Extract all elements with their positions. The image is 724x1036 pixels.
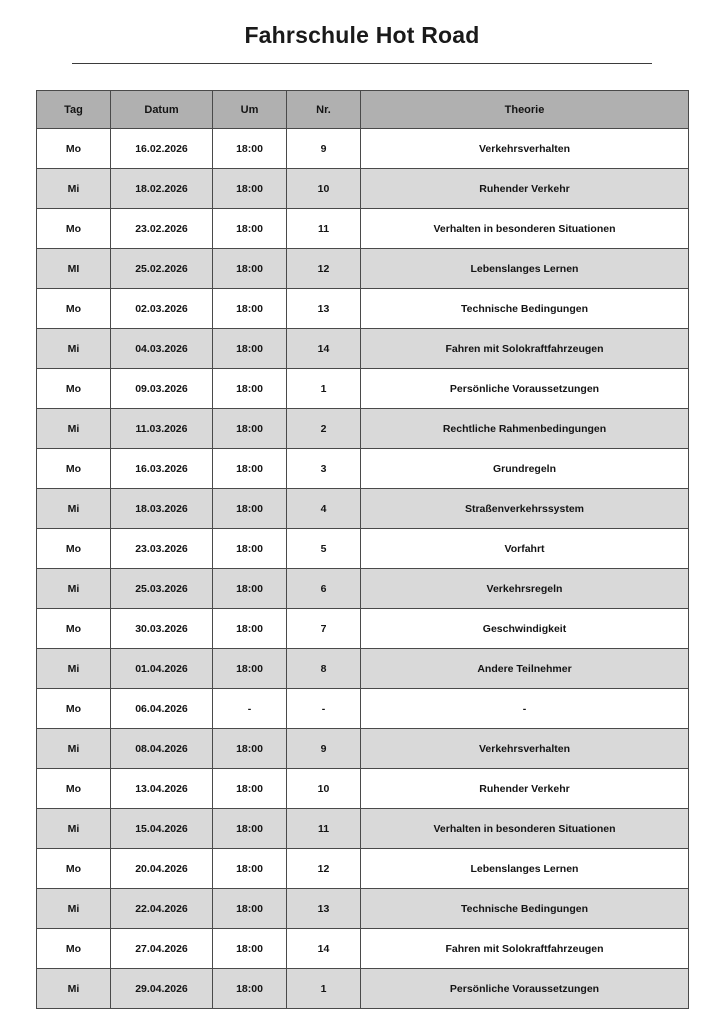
cell-theorie: Rechtliche Rahmenbedingungen bbox=[361, 409, 689, 449]
cell-um: 18:00 bbox=[213, 369, 287, 409]
table-header-row bbox=[37, 91, 689, 129]
table-row bbox=[37, 489, 689, 529]
table-row bbox=[37, 689, 689, 729]
cell-datum: 25.03.2026 bbox=[111, 569, 213, 609]
cell-um: 18:00 bbox=[213, 329, 287, 369]
table-row bbox=[37, 609, 689, 649]
cell-nr: - bbox=[287, 689, 361, 729]
cell-tag: Mo bbox=[37, 849, 111, 889]
cell-um: 18:00 bbox=[213, 209, 287, 249]
cell-um: 18:00 bbox=[213, 129, 287, 169]
cell-datum: 06.04.2026 bbox=[111, 689, 213, 729]
cell-datum: 15.04.2026 bbox=[111, 809, 213, 849]
cell-tag: Mo bbox=[37, 609, 111, 649]
cell-theorie: Verhalten in besonderen Situationen bbox=[361, 809, 689, 849]
cell-nr: 6 bbox=[287, 569, 361, 609]
table-row bbox=[37, 649, 689, 689]
cell-nr: 10 bbox=[287, 169, 361, 209]
cell-tag: Mo bbox=[37, 289, 111, 329]
cell-tag: Mi bbox=[37, 329, 111, 369]
page-title: Fahrschule Hot Road bbox=[244, 22, 480, 48]
cell-datum: 18.02.2026 bbox=[111, 169, 213, 209]
cell-nr: 12 bbox=[287, 249, 361, 289]
cell-theorie: Verkehrsregeln bbox=[361, 569, 689, 609]
cell-tag: Mi bbox=[37, 169, 111, 209]
cell-tag: Mi bbox=[37, 889, 111, 929]
cell-um: 18:00 bbox=[213, 729, 287, 769]
cell-theorie: Ruhender Verkehr bbox=[361, 169, 689, 209]
cell-theorie: Verhalten in besonderen Situationen bbox=[361, 209, 689, 249]
table-row bbox=[37, 729, 689, 769]
cell-um: 18:00 bbox=[213, 649, 287, 689]
cell-nr: 3 bbox=[287, 449, 361, 489]
cell-um: 18:00 bbox=[213, 769, 287, 809]
cell-theorie: Fahren mit Solokraftfahrzeugen bbox=[361, 929, 689, 969]
table-row bbox=[37, 769, 689, 809]
cell-um: 18:00 bbox=[213, 409, 287, 449]
table-row bbox=[37, 329, 689, 369]
cell-nr: 2 bbox=[287, 409, 361, 449]
table-row bbox=[37, 209, 689, 249]
column-header-tag: Tag bbox=[37, 91, 111, 129]
title-divider bbox=[72, 63, 652, 64]
cell-tag: Mo bbox=[37, 529, 111, 569]
document-page bbox=[0, 12, 724, 1036]
cell-datum: 11.03.2026 bbox=[111, 409, 213, 449]
cell-tag: Mo bbox=[37, 449, 111, 489]
table-row bbox=[37, 809, 689, 849]
theory-schedule-table bbox=[36, 90, 689, 1009]
cell-um: 18:00 bbox=[213, 449, 287, 489]
cell-theorie: Ruhender Verkehr bbox=[361, 769, 689, 809]
cell-theorie: Straßenverkehrssystem bbox=[361, 489, 689, 529]
cell-theorie: Persönliche Voraussetzungen bbox=[361, 969, 689, 1009]
table-row bbox=[37, 849, 689, 889]
cell-theorie: Fahren mit Solokraftfahrzeugen bbox=[361, 329, 689, 369]
table-row bbox=[37, 569, 689, 609]
cell-nr: 14 bbox=[287, 929, 361, 969]
cell-tag: Mo bbox=[37, 769, 111, 809]
cell-tag: Mi bbox=[37, 729, 111, 769]
cell-datum: 08.04.2026 bbox=[111, 729, 213, 769]
cell-tag: Mo bbox=[37, 689, 111, 729]
cell-um: 18:00 bbox=[213, 809, 287, 849]
cell-tag: Mi bbox=[37, 409, 111, 449]
cell-datum: 23.03.2026 bbox=[111, 529, 213, 569]
cell-nr: 1 bbox=[287, 369, 361, 409]
table-row bbox=[37, 449, 689, 489]
cell-um: 18:00 bbox=[213, 929, 287, 969]
cell-um: 18:00 bbox=[213, 849, 287, 889]
cell-nr: 14 bbox=[287, 329, 361, 369]
table-row bbox=[37, 289, 689, 329]
cell-tag: Mo bbox=[37, 209, 111, 249]
cell-theorie: Technische Bedingungen bbox=[361, 889, 689, 929]
cell-datum: 01.04.2026 bbox=[111, 649, 213, 689]
cell-theorie: Lebenslanges Lernen bbox=[361, 849, 689, 889]
table-row bbox=[37, 889, 689, 929]
cell-datum: 13.04.2026 bbox=[111, 769, 213, 809]
cell-datum: 22.04.2026 bbox=[111, 889, 213, 929]
cell-datum: 04.03.2026 bbox=[111, 329, 213, 369]
table-row bbox=[37, 529, 689, 569]
column-header-theorie: Theorie bbox=[361, 91, 689, 129]
cell-um: 18:00 bbox=[213, 169, 287, 209]
cell-um: 18:00 bbox=[213, 569, 287, 609]
cell-tag: Mo bbox=[37, 129, 111, 169]
cell-um: 18:00 bbox=[213, 969, 287, 1009]
cell-datum: 09.03.2026 bbox=[111, 369, 213, 409]
cell-nr: 11 bbox=[287, 809, 361, 849]
cell-theorie: Verkehrsverhalten bbox=[361, 729, 689, 769]
column-header-nr: Nr. bbox=[287, 91, 361, 129]
cell-nr: 4 bbox=[287, 489, 361, 529]
cell-tag: Mo bbox=[37, 369, 111, 409]
cell-nr: 11 bbox=[287, 209, 361, 249]
table-header bbox=[37, 91, 689, 129]
table-body bbox=[37, 129, 689, 1009]
cell-theorie: Lebenslanges Lernen bbox=[361, 249, 689, 289]
cell-nr: 9 bbox=[287, 129, 361, 169]
cell-datum: 16.03.2026 bbox=[111, 449, 213, 489]
cell-tag: Mi bbox=[37, 489, 111, 529]
cell-nr: 13 bbox=[287, 289, 361, 329]
cell-datum: 25.02.2026 bbox=[111, 249, 213, 289]
table-row bbox=[37, 969, 689, 1009]
cell-um: 18:00 bbox=[213, 249, 287, 289]
cell-datum: 30.03.2026 bbox=[111, 609, 213, 649]
column-header-datum: Datum bbox=[111, 91, 213, 129]
cell-theorie: Andere Teilnehmer bbox=[361, 649, 689, 689]
cell-nr: 8 bbox=[287, 649, 361, 689]
cell-datum: 20.04.2026 bbox=[111, 849, 213, 889]
table-row bbox=[37, 129, 689, 169]
table-row bbox=[37, 249, 689, 289]
cell-theorie: Verkehrsverhalten bbox=[361, 129, 689, 169]
table-row bbox=[37, 169, 689, 209]
column-header-um: Um bbox=[213, 91, 287, 129]
cell-theorie: Technische Bedingungen bbox=[361, 289, 689, 329]
cell-datum: 29.04.2026 bbox=[111, 969, 213, 1009]
cell-tag: Mi bbox=[37, 649, 111, 689]
table-row bbox=[37, 929, 689, 969]
cell-nr: 10 bbox=[287, 769, 361, 809]
cell-um: 18:00 bbox=[213, 609, 287, 649]
table-row bbox=[37, 369, 689, 409]
cell-datum: 18.03.2026 bbox=[111, 489, 213, 529]
cell-theorie: Vorfahrt bbox=[361, 529, 689, 569]
cell-datum: 02.03.2026 bbox=[111, 289, 213, 329]
cell-nr: 5 bbox=[287, 529, 361, 569]
cell-um: 18:00 bbox=[213, 889, 287, 929]
cell-tag: Mo bbox=[37, 929, 111, 969]
cell-um: 18:00 bbox=[213, 289, 287, 329]
cell-nr: 7 bbox=[287, 609, 361, 649]
cell-datum: 23.02.2026 bbox=[111, 209, 213, 249]
cell-theorie: - bbox=[361, 689, 689, 729]
cell-theorie: Geschwindigkeit bbox=[361, 609, 689, 649]
cell-theorie: Grundregeln bbox=[361, 449, 689, 489]
cell-nr: 9 bbox=[287, 729, 361, 769]
table-row bbox=[37, 409, 689, 449]
cell-nr: 12 bbox=[287, 849, 361, 889]
cell-tag: Mi bbox=[37, 569, 111, 609]
cell-nr: 13 bbox=[287, 889, 361, 929]
cell-um: - bbox=[213, 689, 287, 729]
cell-nr: 1 bbox=[287, 969, 361, 1009]
cell-theorie: Persönliche Voraussetzungen bbox=[361, 369, 689, 409]
cell-datum: 27.04.2026 bbox=[111, 929, 213, 969]
cell-tag: Mi bbox=[37, 809, 111, 849]
cell-um: 18:00 bbox=[213, 529, 287, 569]
cell-datum: 16.02.2026 bbox=[111, 129, 213, 169]
cell-tag: Mi bbox=[37, 969, 111, 1009]
cell-tag: MI bbox=[37, 249, 111, 289]
cell-um: 18:00 bbox=[213, 489, 287, 529]
